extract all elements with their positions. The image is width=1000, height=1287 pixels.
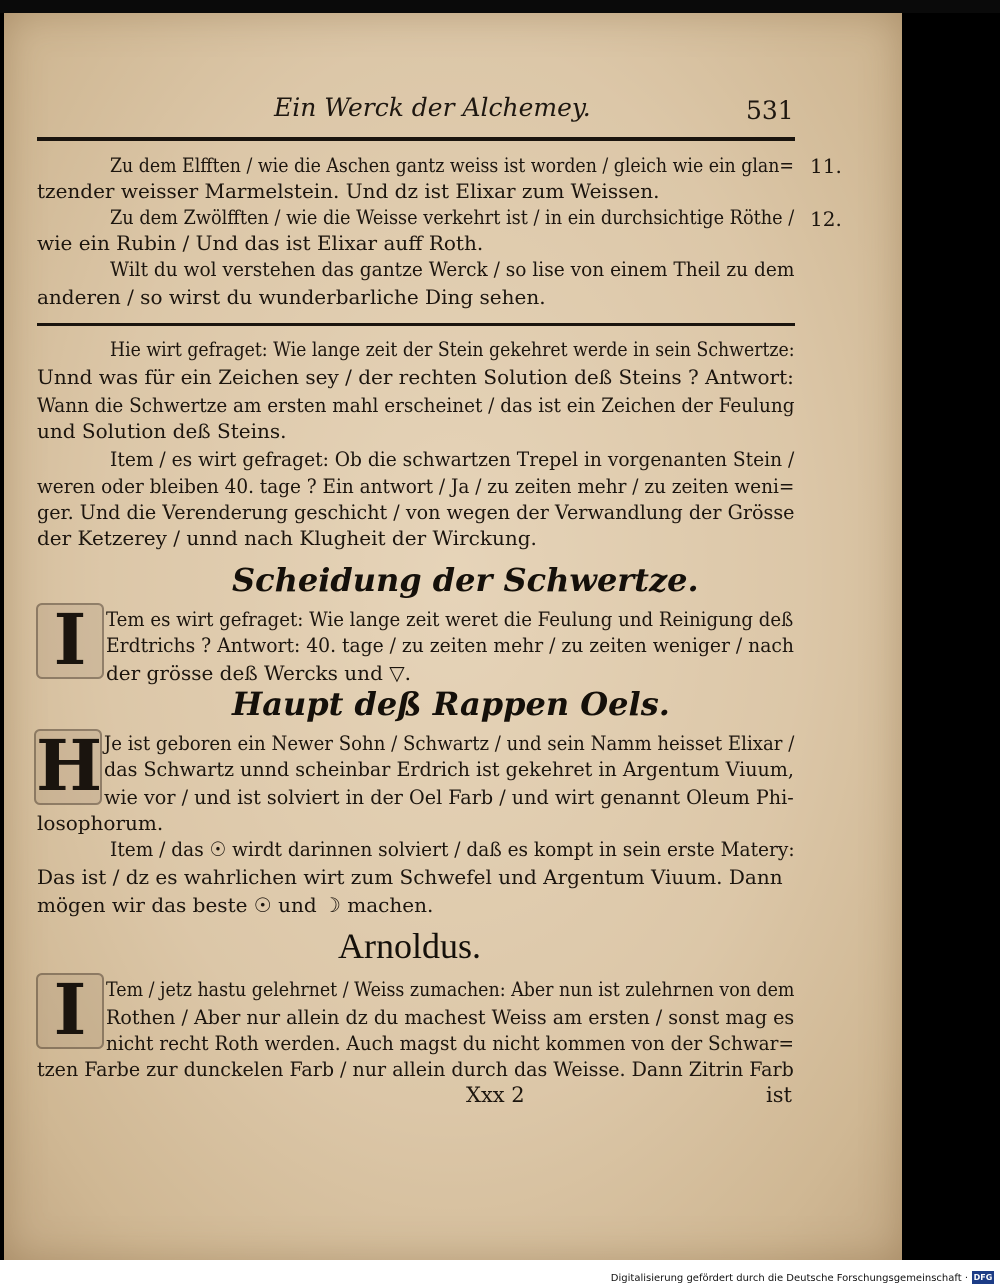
signature-mark: Xxx 2 bbox=[466, 1083, 525, 1107]
funding-credit: Digitalisierung gefördert durch die Deutsche Forschungsgemeinschaft · bbox=[610, 1273, 968, 1284]
text-line: und Solution deß Steins. bbox=[37, 419, 287, 443]
text-line: mögen wir das beste ☉ und ☽ machen. bbox=[37, 893, 434, 917]
text-line: tzen Farbe zur dunckelen Farb / nur allein durch das Weisse. Dann Zitrin Farb bbox=[37, 1057, 794, 1081]
section-rule bbox=[37, 323, 795, 326]
running-header: Ein Werck der Alchemey. bbox=[274, 93, 591, 122]
text-line: wie vor / und ist solviert in der Oel Farb / und wirt genannt Oleum Phi- bbox=[104, 785, 794, 809]
dfg-logo-icon: DFG bbox=[973, 1273, 993, 1282]
text-line: wie ein Rubin / Und das ist Elixar auff Roth. bbox=[37, 231, 484, 255]
text-line: der Ketzerey / unnd nach Klugheit der Wirckung. bbox=[37, 526, 537, 550]
section-heading: Arnoldus. bbox=[338, 926, 481, 966]
text-line: anderen / so wirst du wunderbarliche Ding sehen. bbox=[37, 285, 546, 309]
text-line: Item / es wirt gefraget: Ob die schwartzen Trepel in vorgenanten Stein / bbox=[110, 447, 795, 471]
margin-note: 11. bbox=[810, 154, 842, 178]
text-line: Unnd was für ein Zeichen sey / der rechten Solution deß Steins ? Antwort: bbox=[37, 365, 794, 389]
decorated-initial: I bbox=[36, 973, 104, 1049]
text-line: Item / das ☉ wirdt darinnen solviert / daß es kompt in sein erste Matery: bbox=[110, 837, 795, 861]
catchword: ist bbox=[766, 1083, 792, 1107]
section-heading: Scheidung der Schwertze. bbox=[232, 561, 699, 599]
page-number: 531 bbox=[746, 96, 794, 125]
section-heading: Haupt deß Rappen Oels. bbox=[232, 685, 670, 723]
text-line: Wilt du wol verstehen das gantze Werck / so lise von einem Theil zu dem bbox=[110, 257, 795, 281]
text-line: Wann die Schwertze am ersten mahl erscheinet / das ist ein Zeichen der Feulung bbox=[37, 393, 795, 417]
header-rule bbox=[37, 137, 795, 141]
text-line: Das ist / dz es wahrlichen wirt zum Schwefel und Argentum Viuum. Dann bbox=[37, 865, 783, 889]
text-line: Tem es wirt gefraget: Wie lange zeit weret die Feulung und Reinigung deß bbox=[106, 607, 794, 631]
text-line: das Schwartz unnd scheinbar Erdrich ist gekehret in Argentum Viuum, bbox=[104, 757, 794, 781]
text-line: Zu dem Elfften / wie die Aschen gantz weiss ist worden / gleich wie ein glan= bbox=[110, 153, 794, 177]
text-line: Hie wirt gefraget: Wie lange zeit der Stein gekehret werde in sein Schwertze: bbox=[110, 337, 795, 361]
text-line: der grösse deß Wercks und ▽. bbox=[106, 661, 411, 685]
text-line: weren oder bleiben 40. tage ? Ein antwort / Ja / zu zeiten mehr / zu zeiten weni= bbox=[37, 474, 795, 498]
scan-border-top bbox=[0, 0, 1000, 13]
text-line: Erdtrichs ? Antwort: 40. tage / zu zeiten mehr / zu zeiten weniger / nach bbox=[106, 633, 794, 657]
text-line: nicht recht Roth werden. Auch magst du nicht kommen von der Schwar= bbox=[106, 1031, 794, 1055]
text-line: losophorum. bbox=[37, 811, 164, 835]
text-line: ger. Und die Verenderung geschicht / von wegen der Verwandlung der Grösse bbox=[37, 500, 795, 524]
decorated-initial: H bbox=[36, 724, 103, 807]
margin-note: 12. bbox=[810, 207, 842, 231]
decorated-initial: I bbox=[36, 603, 104, 679]
text-line: Je ist geboren ein Newer Sohn / Schwartz / und sein Namm heisset Elixar / bbox=[104, 731, 795, 755]
text-line: Tem / jetz hastu gelehrnet / Weiss zumachen: Aber nun ist zulehrnen von dem bbox=[106, 977, 795, 1001]
book-page bbox=[4, 13, 902, 1260]
text-line: Zu dem Zwölfften / wie die Weisse verkehrt ist / in ein durchsichtige Röthe / bbox=[110, 205, 795, 229]
text-line: Rothen / Aber nur allein dz du machest Weiss am ersten / sonst mag es bbox=[106, 1005, 795, 1029]
text-line: tzender weisser Marmelstein. Und dz ist Elixar zum Weissen. bbox=[37, 179, 660, 203]
